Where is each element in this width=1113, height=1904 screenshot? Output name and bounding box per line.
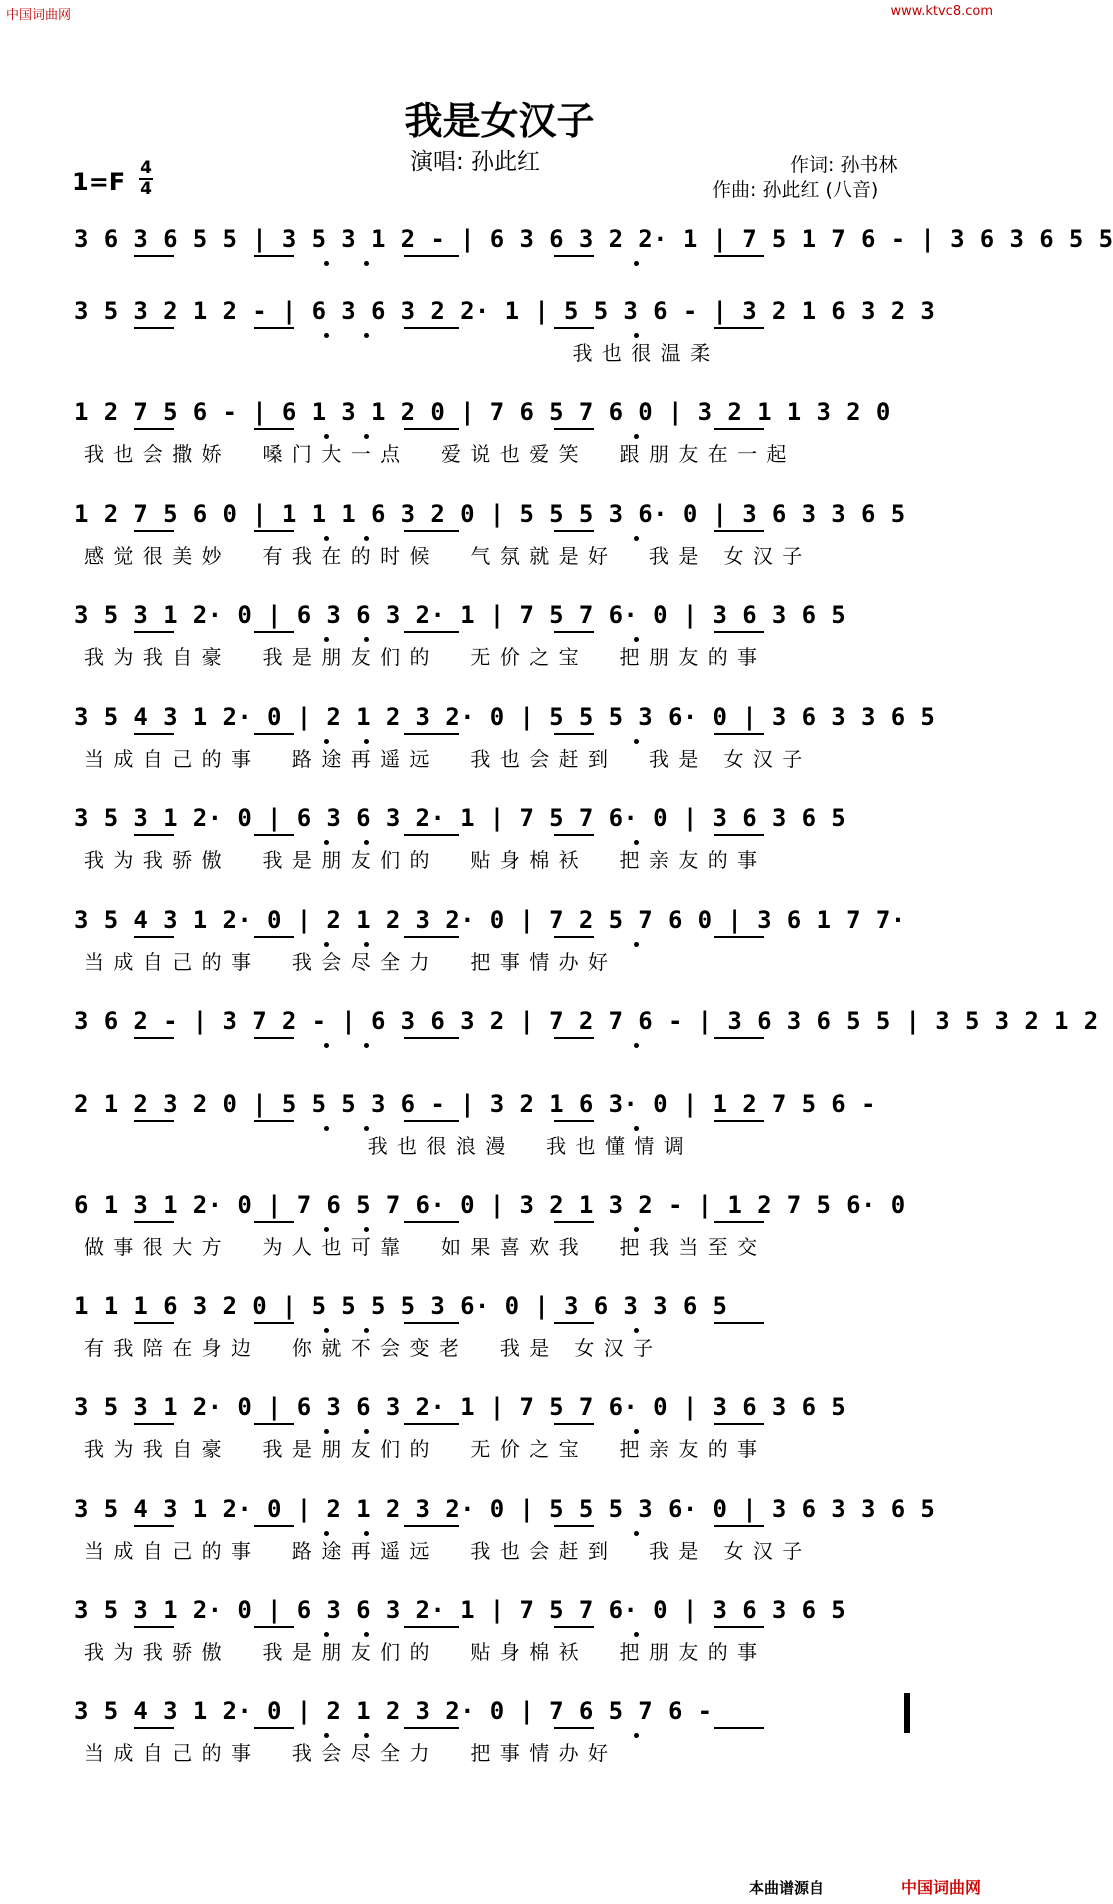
octave-dot — [634, 1733, 639, 1738]
beam-line — [254, 1423, 294, 1425]
beam-line — [714, 733, 764, 735]
beam-line — [714, 530, 764, 532]
octave-dot — [634, 1632, 639, 1637]
beam-line — [404, 1322, 459, 1324]
source-site-logo[interactable]: 中国词曲网 — [900, 1878, 981, 1897]
notation-line: 3 5 3 2 1 2 - | 6 3 6 3 2 2· 1 | 5 5 3 6 - | 3 2 1 6 3 2 3 — [74, 297, 936, 325]
beam-line — [134, 1037, 174, 1039]
octave-dot — [324, 1632, 329, 1637]
beam-line — [254, 1727, 294, 1729]
beam-line — [404, 1120, 459, 1122]
source-label: 本曲谱源自 — [748, 1879, 824, 1897]
octave-dot — [324, 739, 329, 744]
lyric-line: 感觉很美妙 有我在的时候 气氛就是好 我是 女汉子 — [84, 544, 812, 568]
octave-dot — [324, 840, 329, 845]
octave-dot — [324, 1733, 329, 1738]
octave-dot — [364, 1328, 369, 1333]
time-signature-bottom: 4 — [140, 179, 152, 199]
octave-dot — [364, 1043, 369, 1048]
beam-line — [714, 1626, 764, 1628]
beam-line — [714, 1525, 764, 1527]
notation-line: 2 1 2 3 2 0 | 5 5 5 3 6 - | 3 2 1 6 3· 0 | 1 2 7 5 6 - — [74, 1090, 876, 1118]
time-signature — [139, 159, 153, 199]
notation-line: 3 5 3 1 2· 0 | 6 3 6 3 2· 1 | 7 5 7 6· 0 | 3 6 3 6 5 — [74, 1596, 847, 1624]
octave-dot — [634, 261, 639, 266]
song-title: 我是女汉子 — [404, 99, 595, 143]
octave-dot — [634, 840, 639, 845]
beam-line — [554, 1626, 594, 1628]
beam-line — [554, 1423, 594, 1425]
beam-line — [404, 1727, 459, 1729]
octave-dot — [634, 942, 639, 947]
beam-line — [254, 428, 294, 430]
notation-line: 3 5 4 3 1 2· 0 | 2 1 2 3 2· 0 | 7 6 5 7 6 - — [74, 1697, 713, 1725]
lyric-line: 我也很浪漫 我也懂情调 — [84, 1134, 694, 1158]
octave-dot — [324, 1227, 329, 1232]
beam-line — [554, 834, 594, 836]
site-url[interactable]: www.ktvc8.com — [890, 4, 993, 19]
octave-dot — [364, 1227, 369, 1232]
octave-dot — [324, 536, 329, 541]
beam-line — [134, 1120, 174, 1122]
octave-dot — [364, 1126, 369, 1131]
octave-dot — [364, 261, 369, 266]
lyric-line: 当成自己的事 路途再遥远 我也会赶到 我是 女汉子 — [84, 1539, 812, 1563]
beam-line — [714, 1221, 764, 1223]
lyric-line: 当成自己的事 我会尽全力 把事情办好 — [84, 950, 618, 974]
beam-line — [554, 936, 594, 938]
octave-dot — [364, 434, 369, 439]
beam-line — [134, 631, 174, 633]
beam-line — [714, 327, 764, 329]
octave-dot — [324, 1126, 329, 1131]
octave-dot — [324, 942, 329, 947]
beam-line — [254, 834, 294, 836]
beam-line — [554, 1322, 594, 1324]
beam-line — [554, 327, 594, 329]
beam-line — [134, 1525, 174, 1527]
beam-line — [404, 327, 459, 329]
lyric-line: 我为我自豪 我是朋友们的 无价之宝 把朋友的事 — [84, 645, 767, 669]
octave-dot — [364, 333, 369, 338]
beam-line — [254, 1525, 294, 1527]
octave-dot — [324, 1531, 329, 1536]
octave-dot — [634, 434, 639, 439]
octave-dot — [364, 1733, 369, 1738]
beam-line — [404, 530, 459, 532]
beam-line — [714, 428, 764, 430]
beam-line — [254, 1626, 294, 1628]
lyric-line: 当成自己的事 路途再遥远 我也会赶到 我是 女汉子 — [84, 747, 812, 771]
notation-line: 3 5 3 1 2· 0 | 6 3 6 3 2· 1 | 7 5 7 6· 0 | 3 6 3 6 5 — [74, 804, 847, 832]
octave-dot — [324, 1328, 329, 1333]
octave-dot — [364, 536, 369, 541]
notation-line: 3 6 2 - | 3 7 2 - | 6 3 6 3 2 | 7 2 7 6 - | 3 6 3 6 5 5 | 3 5 3 2 1 2 — [74, 1007, 1099, 1035]
beam-line — [404, 936, 459, 938]
beam-line — [554, 733, 594, 735]
beam-line — [134, 834, 174, 836]
beam-line — [714, 255, 764, 257]
beam-line — [254, 1120, 294, 1122]
beam-line — [404, 428, 459, 430]
key-signature: 1=F — [72, 168, 126, 196]
notation-line: 3 5 4 3 1 2· 0 | 2 1 2 3 2· 0 | 7 2 5 7 6 0 | 3 6 1 7 7· — [74, 906, 906, 934]
beam-line — [254, 530, 294, 532]
lyric-line: 我也很温柔 — [84, 341, 720, 365]
octave-dot — [634, 739, 639, 744]
octave-dot — [634, 1043, 639, 1048]
octave-dot — [634, 1227, 639, 1232]
beam-line — [134, 255, 174, 257]
beam-line — [404, 1423, 459, 1425]
beam-line — [134, 327, 174, 329]
beam-line — [134, 733, 174, 735]
beam-line — [404, 255, 459, 257]
lyric-line: 做事很大方 为人也可靠 如果喜欢我 把我当至交 — [84, 1235, 767, 1259]
beam-line — [404, 1525, 459, 1527]
beam-line — [134, 1626, 174, 1628]
beam-line — [134, 1727, 174, 1729]
notation-line: 3 5 4 3 1 2· 0 | 2 1 2 3 2· 0 | 5 5 5 3 6· 0 | 3 6 3 3 6 5 — [74, 703, 936, 731]
beam-line — [554, 428, 594, 430]
beam-line — [404, 1626, 459, 1628]
singer-credit: 演唱: 孙此红 — [410, 149, 541, 175]
beam-line — [254, 327, 294, 329]
beam-line — [714, 1423, 764, 1425]
octave-dot — [634, 1429, 639, 1434]
octave-dot — [364, 1632, 369, 1637]
beam-line — [714, 834, 764, 836]
octave-dot — [324, 261, 329, 266]
beam-line — [714, 1120, 764, 1122]
octave-dot — [364, 840, 369, 845]
notation-line: 3 5 4 3 1 2· 0 | 2 1 2 3 2· 0 | 5 5 5 3 6· 0 | 3 6 3 3 6 5 — [74, 1495, 936, 1523]
beam-line — [554, 1727, 594, 1729]
beam-line — [554, 255, 594, 257]
beam-line — [554, 1037, 594, 1039]
beam-line — [714, 1727, 764, 1729]
lyricist-credit: 作词: 孙书林 — [790, 154, 898, 176]
octave-dot — [364, 1429, 369, 1434]
lyric-line: 我为我骄傲 我是朋友们的 贴身棉袄 把亲友的事 — [84, 848, 767, 872]
beam-line — [134, 530, 174, 532]
notation-line: 3 5 3 1 2· 0 | 6 3 6 3 2· 1 | 7 5 7 6· 0 | 3 6 3 6 5 — [74, 1393, 847, 1421]
notation-line: 3 6 3 6 5 5 | 3 5 3 1 2 - | 6 3 6 3 2 2· 1 | 7 5 1 7 6 - | 3 6 3 6 5 5 — [74, 225, 1113, 253]
notation-line: 3 5 3 1 2· 0 | 6 3 6 3 2· 1 | 7 5 7 6· 0 | 3 6 3 6 5 — [74, 601, 847, 629]
octave-dot — [364, 739, 369, 744]
beam-line — [404, 1037, 459, 1039]
octave-dot — [324, 333, 329, 338]
octave-dot — [324, 637, 329, 642]
octave-dot — [634, 1126, 639, 1131]
beam-line — [134, 1322, 174, 1324]
site-logo-left[interactable]: 中国词曲网 — [6, 8, 72, 23]
octave-dot — [634, 1328, 639, 1333]
octave-dot — [324, 1043, 329, 1048]
beam-line — [404, 733, 459, 735]
beam-line — [404, 834, 459, 836]
beam-line — [254, 1037, 294, 1039]
beam-line — [714, 936, 764, 938]
beam-line — [254, 1221, 294, 1223]
composer-credit: 作曲: 孙此红 (八音) — [712, 179, 879, 201]
octave-dot — [324, 1429, 329, 1434]
octave-dot — [634, 333, 639, 338]
beam-line — [254, 936, 294, 938]
beam-line — [134, 936, 174, 938]
lyric-line: 当成自己的事 我会尽全力 把事情办好 — [84, 1741, 618, 1765]
beam-line — [714, 631, 764, 633]
beam-line — [714, 1037, 764, 1039]
octave-dot — [324, 434, 329, 439]
beam-line — [554, 530, 594, 532]
beam-line — [404, 631, 459, 633]
notation-line: 1 2 7 5 6 0 | 1 1 1 6 3 2 0 | 5 5 5 3 6· 0 | 3 6 3 3 6 5 — [74, 500, 906, 528]
beam-line — [554, 631, 594, 633]
notation-line: 1 1 1 6 3 2 0 | 5 5 5 5 3 6· 0 | 3 6 3 3 6 5 — [74, 1292, 728, 1320]
octave-dot — [634, 1531, 639, 1536]
lyric-line: 我为我自豪 我是朋友们的 无价之宝 把亲友的事 — [84, 1437, 767, 1461]
beam-line — [254, 631, 294, 633]
octave-dot — [634, 536, 639, 541]
beam-line — [254, 1322, 294, 1324]
notation-line: 6 1 3 1 2· 0 | 7 6 5 7 6· 0 | 3 2 1 3 2 - | 1 2 7 5 6· 0 — [74, 1191, 906, 1219]
lyric-line: 有我陪在身边 你就不会变老 我是 女汉子 — [84, 1336, 663, 1360]
beam-line — [134, 428, 174, 430]
lyric-line: 我也会撒娇 嗓门大一点 爱说也爱笑 跟朋友在一起 — [84, 442, 796, 466]
beam-line — [554, 1221, 594, 1223]
octave-dot — [364, 637, 369, 642]
beam-line — [254, 255, 294, 257]
notation-line: 1 2 7 5 6 - | 6 1 3 1 2 0 | 7 6 5 7 6 0 | 3 2 1 1 3 2 0 — [74, 398, 891, 426]
octave-dot — [364, 1531, 369, 1536]
beam-line — [254, 733, 294, 735]
beam-line — [404, 1221, 459, 1223]
time-signature-top: 4 — [140, 158, 152, 178]
octave-dot — [634, 637, 639, 642]
beam-line — [554, 1120, 594, 1122]
beam-line — [554, 1525, 594, 1527]
octave-dot — [364, 942, 369, 947]
lyric-line: 我为我骄傲 我是朋友们的 贴身棉袄 把朋友的事 — [84, 1640, 767, 1664]
beam-line — [134, 1423, 174, 1425]
beam-line — [134, 1221, 174, 1223]
beam-line — [714, 1322, 764, 1324]
final-barline — [904, 1693, 910, 1733]
